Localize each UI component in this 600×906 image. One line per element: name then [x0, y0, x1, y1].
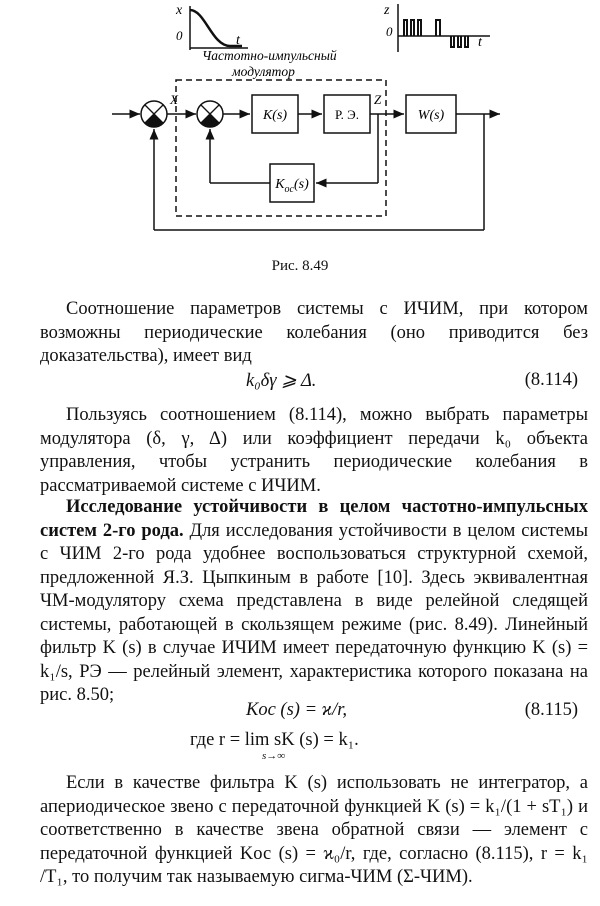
paragraph-4: Если в качестве фильтра K (s) использовать не интегратор, а апериодическое звено с передаточной функцией K (s) = k₁/(1 + sT₁) и соответственно в качестве звена обратной связи — элемент с передаточной функцией Kос (s) = ϰ₀/r, где, согласно (8.115), r = k₁ /T₁, то получим так называемую сигма-ЧИМ (Σ-ЧИМ). — [40, 773, 588, 887]
plot-x-t: t — [236, 33, 240, 48]
modulator-label-1: Частотно-импульсный — [202, 48, 337, 63]
paragraph-3: Исследование устойчивости в целом частотно-импульсных систем 2-го рода. Для исследования устойчивости в целом системы с ЧИМ 2-го рода удобнее воспользоваться структурной схемой, предложенной Я.З. Цыпкиным в работе [10]. Здесь эквивалентная ЧМ-модулятору схема представлена в виде релейной следящей системы, работающей в скользящем режиме (рис. 8.49). Линейный фильтр K (s) в случае ИЧИМ имеет передаточную функцию K (s) = k₁/s, РЭ — релейный элемент, характеристика которого показана на рис. 8.50; — [40, 497, 588, 705]
limit-subscript: s→∞ — [262, 750, 286, 762]
signal-z-label: Z — [374, 92, 382, 107]
equation-8-114-number: (8.114) — [524, 370, 578, 390]
block-re-label: Р. Э. — [335, 107, 359, 122]
block-diagram — [0, 0, 600, 260]
plot-z-origin: 0 — [386, 24, 393, 39]
plot-z — [383, 3, 490, 52]
summing-junction-1 — [141, 101, 167, 127]
figure-caption: Рис. 8.49 — [271, 258, 329, 274]
paragraph-2: Пользуясь соотношением (8.114), можно выбрать параметры модулятора (δ, γ, Δ) или коэффициент передачи k₀ объекта управления, чтобы устранить периодические колебания в рассматриваемой системе с ИЧИМ. — [40, 405, 588, 496]
plot-x-axis-label: x — [176, 3, 183, 18]
equation-8-114: k₀δγ ⩾ Δ. (8.114) — [246, 370, 578, 391]
block-k-label: K(s) — [262, 108, 288, 123]
plot-x-origin: 0 — [176, 28, 183, 43]
modulator-label-2: модулятор — [232, 64, 295, 79]
plot-x — [175, 3, 248, 50]
equation-limit: где r = lim sK (s) = k₁. s→∞ — [190, 730, 359, 762]
block-w-label: W(s) — [417, 108, 445, 123]
paragraph-3-heading: Исследование устойчивости в целом частотно-импульсных систем 2-го рода. — [40, 497, 588, 541]
summing-junction-2 — [197, 101, 223, 127]
plot-z-t: t — [478, 35, 482, 50]
signal-x-label: X — [170, 92, 178, 107]
equation-8-115-number: (8.115) — [524, 700, 578, 720]
equation-8-115: Kос (s) = ϰ/r, (8.115) — [246, 700, 578, 720]
paragraph-1: Соотношение параметров системы с ИЧИМ, при котором возможны периодические колебания (оно приводится без доказательства), имеет вид — [40, 299, 588, 366]
plot-z-axis-label: z — [384, 3, 390, 18]
block-koc-label: $K_{ос}(s)$ — [275, 177, 309, 195]
